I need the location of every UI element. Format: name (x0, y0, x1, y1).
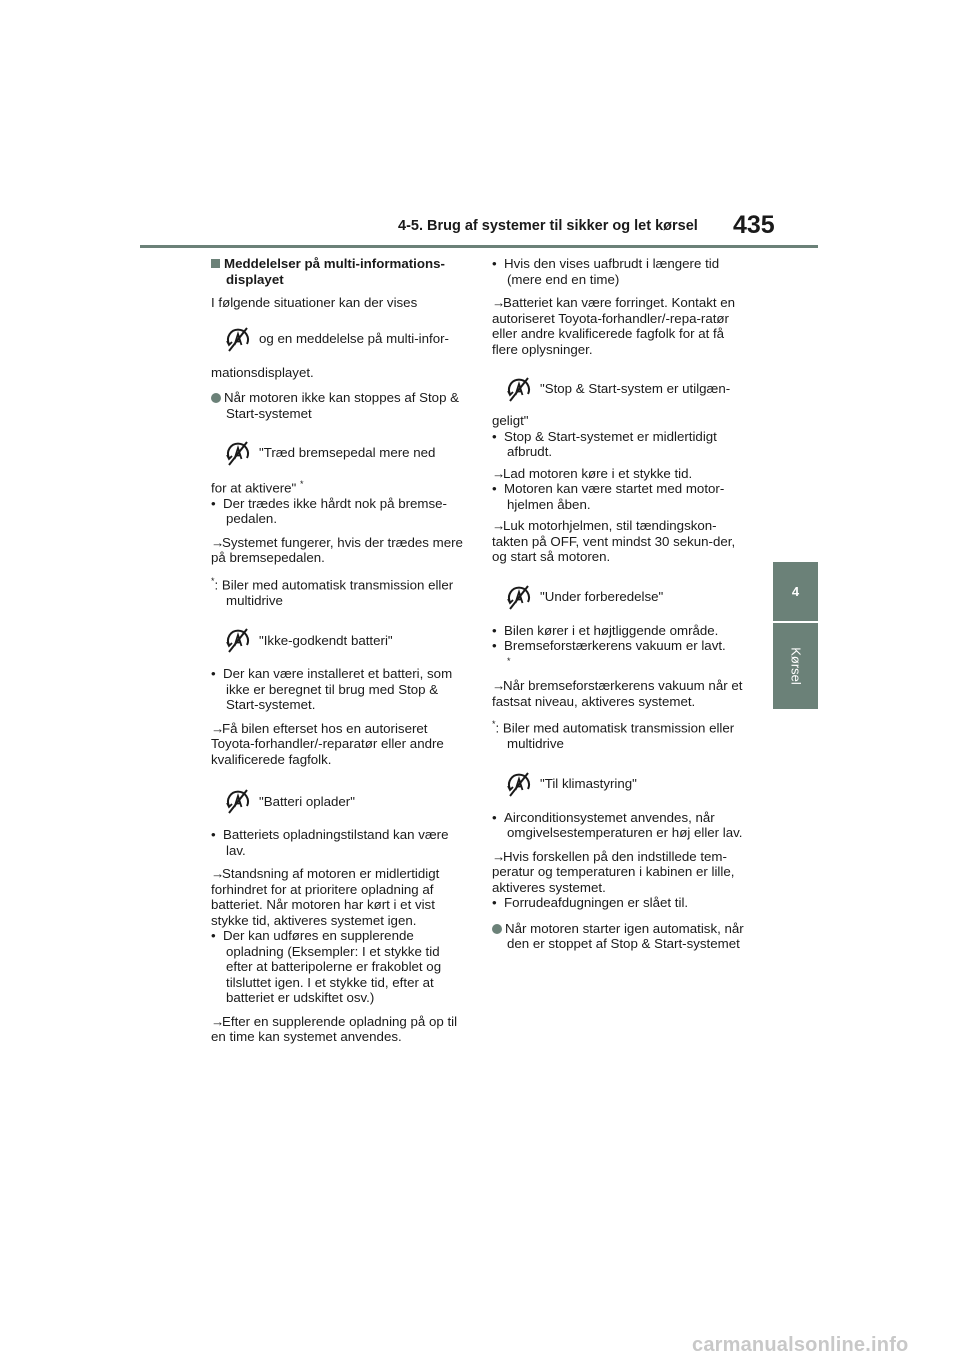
intro-text: I følgende situationer kan der vises (211, 295, 418, 310)
chapter-name-tab (773, 623, 818, 709)
message-2-result: →Få bilen efterset hos en autoriseret Toyota-forhandler/-reparatør eller andre kvalificerede fagfolk. (211, 720, 444, 767)
continued-bullet: • Hvis den vises uafbrudt i længere tid (mere end en time) (492, 256, 720, 287)
start-stop-off-icon (504, 374, 534, 404)
section-heading: Meddelelser på multi-informations-displayet (211, 256, 469, 287)
watermark: carmanualsonline.info (692, 1334, 909, 1356)
message-4-result-2: →Luk motorhjelmen, stil tændingskon-takten på OFF, vent mindst 30 sekun-der, og start så motoren. (492, 518, 736, 564)
continued-result: →Batteriet kan være forringet. Kontakt en autoriseret Toyota-forhandler/-repa-ratør eller andre kvalificerede fagfolk for at få flere oplysninger. (492, 295, 736, 357)
message-4-bullet-2: • Motoren kan være startet med motor-hjelmen åben. (492, 481, 725, 512)
message-4-row (492, 373, 750, 405)
arrow-icon: → (492, 465, 506, 481)
footnote-1: *: Biler med automatisk transmission eller multidrive (211, 575, 454, 608)
start-stop-off-icon (223, 786, 253, 816)
message-5-text: "Under forberedelse" (540, 588, 664, 604)
message-1-text: "Træd bremsepedal mere ned (259, 445, 436, 461)
start-stop-off-icon (223, 438, 253, 468)
message-2-text: "Ikke-godkendt batteri" (259, 632, 393, 648)
message-5-bullet-2: • Bremseforstærkerens vakuum er lavt. * (492, 638, 726, 666)
message-5-row (492, 581, 750, 613)
message-3-result-2: →Efter en supplerende opladning på op til en time kan systemet anvendes. (211, 1013, 458, 1045)
message-4-text: "Stop & Start-system er utilgæn- (540, 381, 731, 397)
message-3-result: →Standsning af motoren er midlertidigt forhindret for at prioritere opladning af batteriet. Når motoren har kørt i et vist stykke tid, aktiveres systemet igen. (211, 866, 440, 928)
arrow-icon: → (211, 866, 225, 882)
message-3-text: "Batteri oplader" (259, 793, 355, 809)
arrow-icon: → (492, 848, 506, 864)
start-stop-off-icon (504, 582, 534, 612)
message-1-result: →Systemet fungerer, hvis der trædes mere på bremsepedalen. (211, 534, 463, 566)
circle-bullet-icon (492, 924, 502, 934)
intro-icon-row (211, 323, 469, 355)
intro-continuation: mationsdisplayet. (211, 364, 314, 380)
message-2-row (211, 624, 469, 656)
right-column (492, 256, 750, 952)
arrow-icon: → (211, 534, 225, 550)
header-rule (140, 245, 818, 248)
arrow-icon: → (211, 720, 225, 736)
start-stop-off-icon (223, 324, 253, 354)
message-4-result-1: →Lad motoren køre i et stykke tid. (492, 465, 693, 481)
arrow-icon: → (492, 518, 506, 533)
start-stop-off-icon (504, 769, 534, 799)
message-1-bullet: • Der trædes ikke hårdt nok på bremse-pedalen. (211, 495, 447, 527)
footnote-2: *: Biler med automatisk transmission eller multidrive (492, 719, 735, 752)
message-3-row (211, 785, 469, 817)
arrow-icon: → (211, 1013, 225, 1029)
message-1-row (211, 437, 469, 469)
message-6-bullet-2: • Forrudeafdugningen er slået til. (492, 895, 689, 911)
message-5-bullet-1: • Bilen kører i et højtliggende område. (492, 622, 719, 638)
square-bullet-icon (211, 259, 220, 268)
chapter-number-tab: 4 (773, 562, 818, 621)
intro-icon-text: og en meddelelse på multi-infor- (259, 330, 449, 346)
message-6-row (492, 768, 750, 800)
case-heading-1: Når motoren ikke kan stoppes af Stop & Start-systemet (211, 390, 469, 421)
case-heading-2: Når motoren starter igen automatisk, når den er stoppet af Stop & Start-systemet (492, 921, 750, 952)
message-4-bullet-1: • Stop & Start-systemet er midlertidigt afbrudt. (492, 428, 717, 459)
message-3-bullet: • Batteriets opladningstilstand kan være lav. (211, 827, 449, 858)
message-2-bullet: • Der kan være installeret et batteri, som ikke er beregnet til brug med Stop & Start-systemet. (211, 666, 453, 713)
page-number: 435 (733, 211, 775, 239)
chapter-name: Kørsel (788, 647, 803, 685)
message-6-result: →Hvis forskellen på den indstillede tem-peratur og temperaturen i kabinen er lille, aktiveres systemet. (492, 848, 735, 895)
message-4-continuation: geligt" (492, 413, 529, 428)
message-3-bullet-2: • Der kan udføres en supplerende opladning (Eksempler: I et stykke tid efter at batteripolerne er frakoblet og tilsluttet igen. I et stykke tid, efter at batteriet er udskiftet osv.) (211, 928, 442, 1006)
left-column (211, 256, 469, 1045)
message-6-bullet-1: • Airconditionsystemet anvendes, når omgivelsestemperaturen er høj eller lav. (492, 809, 743, 841)
section-title: 4-5. Brug af systemer til sikker og let kørsel (398, 218, 698, 234)
message-6-text: "Til klimastyring" (540, 776, 637, 792)
arrow-icon: → (492, 678, 506, 694)
message-1-continuation: for at aktivere" * (211, 479, 304, 496)
circle-bullet-icon (211, 393, 221, 403)
arrow-icon: → (492, 295, 506, 310)
message-5-result: →Når bremseforstærkerens vakuum når et fastsat niveau, aktiveres systemet. (492, 678, 743, 709)
start-stop-off-icon (223, 625, 253, 655)
